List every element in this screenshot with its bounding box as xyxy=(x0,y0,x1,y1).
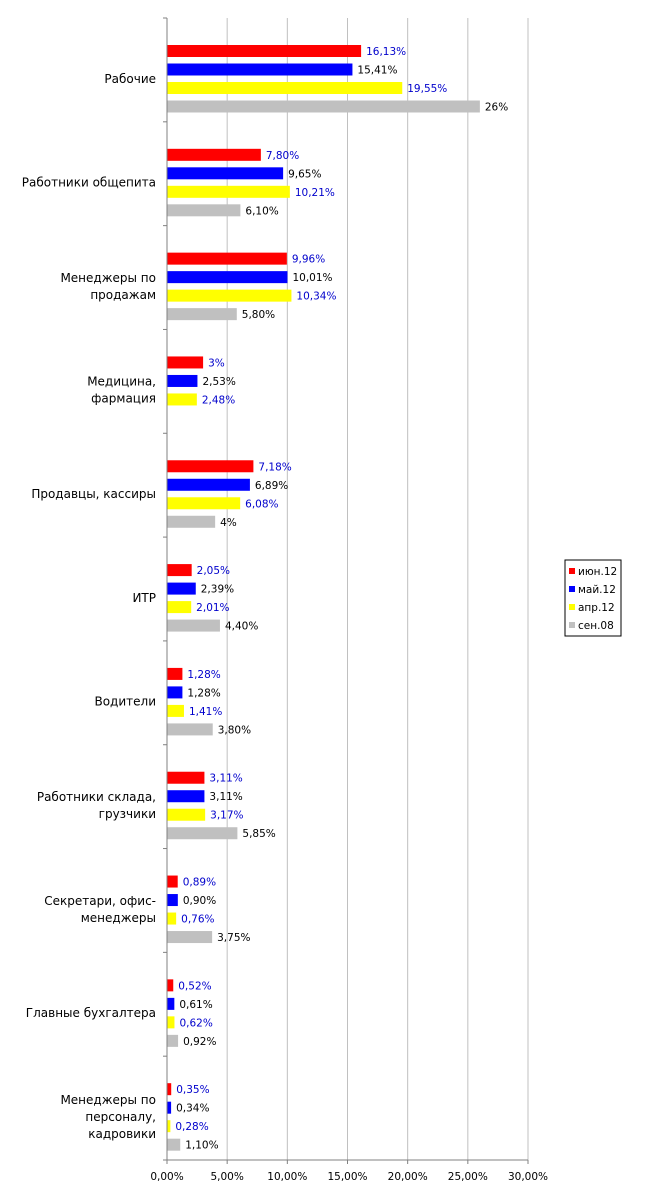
data-label: 0,90% xyxy=(182,895,217,908)
bar xyxy=(167,497,240,509)
category-label: Менеджеры по продажам xyxy=(60,270,156,302)
bar xyxy=(167,790,204,802)
data-label: 2,53% xyxy=(202,375,236,388)
data-label: 5,85% xyxy=(242,828,276,841)
x-tick-label: 30,00% xyxy=(507,1171,549,1183)
x-tick-label: 25,00% xyxy=(447,1171,488,1183)
legend-label: апр.12 xyxy=(578,602,615,614)
data-label: 0,35% xyxy=(176,1084,210,1097)
bar xyxy=(167,876,178,888)
data-label: 9,65% xyxy=(288,168,322,181)
bar xyxy=(167,931,212,943)
x-tick-label: 0,00% xyxy=(150,1171,184,1183)
bar xyxy=(167,375,197,387)
labels xyxy=(22,46,508,1152)
data-label: 0,61% xyxy=(179,998,213,1011)
data-label: 6,89% xyxy=(254,479,289,492)
data-label: 0,62% xyxy=(179,1017,213,1030)
data-label: 6,08% xyxy=(245,498,279,511)
legend xyxy=(565,560,621,636)
bar xyxy=(167,393,197,405)
data-label: 26% xyxy=(484,101,509,114)
bar xyxy=(167,64,352,76)
bar xyxy=(167,45,361,57)
data-label: 10,21% xyxy=(294,186,335,199)
category-label: ИТР xyxy=(132,590,156,605)
bar xyxy=(167,253,287,265)
bar xyxy=(167,564,192,576)
bar xyxy=(167,186,290,198)
bar xyxy=(167,1102,171,1114)
bar xyxy=(167,620,220,632)
data-label: 2,39% xyxy=(200,583,235,596)
data-label: 2,05% xyxy=(196,565,231,578)
bar xyxy=(167,271,287,283)
bar xyxy=(167,686,182,698)
bar xyxy=(167,668,182,680)
x-tick-label: 5,00% xyxy=(210,1171,244,1183)
bar xyxy=(167,167,283,179)
category-label: Рабочие xyxy=(104,71,156,86)
data-label: 1,41% xyxy=(188,705,223,718)
data-label: 0,89% xyxy=(182,876,217,889)
bar xyxy=(167,308,237,320)
data-label: 10,01% xyxy=(292,272,333,285)
bar xyxy=(167,705,184,717)
data-label: 0,52% xyxy=(178,980,212,993)
data-label: 7,18% xyxy=(258,461,292,474)
category-label: Водители xyxy=(94,694,156,709)
bar xyxy=(167,827,237,839)
data-label: 0,28% xyxy=(175,1121,209,1134)
bar xyxy=(167,1035,178,1047)
bar xyxy=(167,894,178,906)
legend-label: сен.08 xyxy=(578,620,614,632)
data-label: 7,80% xyxy=(265,149,300,162)
legend-swatch xyxy=(569,586,575,592)
bar xyxy=(167,101,480,113)
data-label: 16,13% xyxy=(366,46,407,58)
data-label: 2,48% xyxy=(201,394,236,407)
bar xyxy=(167,809,205,821)
data-label: 0,34% xyxy=(176,1102,210,1115)
data-label: 4,40% xyxy=(224,620,259,633)
data-label: 5,80% xyxy=(241,309,276,322)
data-label: 10,34% xyxy=(296,290,337,303)
legend-swatch xyxy=(569,604,575,610)
data-label: 2,01% xyxy=(196,602,230,615)
x-tick-label: 15,00% xyxy=(327,1171,368,1183)
bar xyxy=(167,204,240,216)
data-label: 0,92% xyxy=(183,1035,217,1048)
bar xyxy=(167,460,253,472)
legend-swatch xyxy=(569,622,575,628)
data-label: 15,41% xyxy=(357,64,398,77)
data-label: 3,11% xyxy=(209,772,243,785)
data-label: 3,11% xyxy=(209,791,243,804)
data-label: 3,80% xyxy=(217,724,252,737)
bar xyxy=(167,601,191,613)
category-label: Секретари, офис-менеджеры xyxy=(44,893,156,925)
category-label: Продавцы, кассиры xyxy=(31,487,156,502)
bar xyxy=(167,356,203,368)
data-label: 0,76% xyxy=(181,913,215,926)
data-label: 9,96% xyxy=(291,253,326,266)
bar xyxy=(167,723,213,735)
data-label: 4% xyxy=(220,516,237,529)
data-label: 1,28% xyxy=(187,687,221,700)
bar xyxy=(167,913,176,925)
legend-swatch xyxy=(569,568,575,574)
data-label: 3,17% xyxy=(210,809,244,822)
bar xyxy=(167,1016,174,1028)
category-label: Менеджеры по персоналу, кадровики xyxy=(60,1092,156,1141)
x-tick-label: 10,00% xyxy=(267,1171,308,1183)
bar xyxy=(167,772,204,784)
category-label: Медицина, фармация xyxy=(87,374,156,406)
category-label: Главные бухгалтера xyxy=(25,1006,156,1021)
bar xyxy=(167,479,250,491)
bar xyxy=(167,1139,180,1151)
category-label: Работники склада, грузчики xyxy=(36,789,156,821)
data-label: 6,10% xyxy=(245,205,279,218)
data-label: 1,10% xyxy=(185,1139,219,1152)
data-label: 19,55% xyxy=(407,83,448,95)
legend-label: июн.12 xyxy=(578,566,618,578)
bar xyxy=(167,290,291,302)
data-label: 1,28% xyxy=(187,668,221,681)
bar xyxy=(167,82,402,94)
bars xyxy=(167,45,480,1151)
bar xyxy=(167,998,174,1010)
bar xyxy=(167,1120,170,1132)
data-label: 3,75% xyxy=(217,932,251,945)
data-label: 3% xyxy=(208,357,225,370)
bar xyxy=(167,979,173,991)
category-label: Работники общепита xyxy=(21,175,156,190)
bar xyxy=(167,583,196,595)
legend-label: май.12 xyxy=(578,584,616,596)
bar xyxy=(167,516,215,528)
bar xyxy=(167,1083,171,1095)
x-tick-label: 20,00% xyxy=(387,1171,428,1183)
bar xyxy=(167,149,261,161)
